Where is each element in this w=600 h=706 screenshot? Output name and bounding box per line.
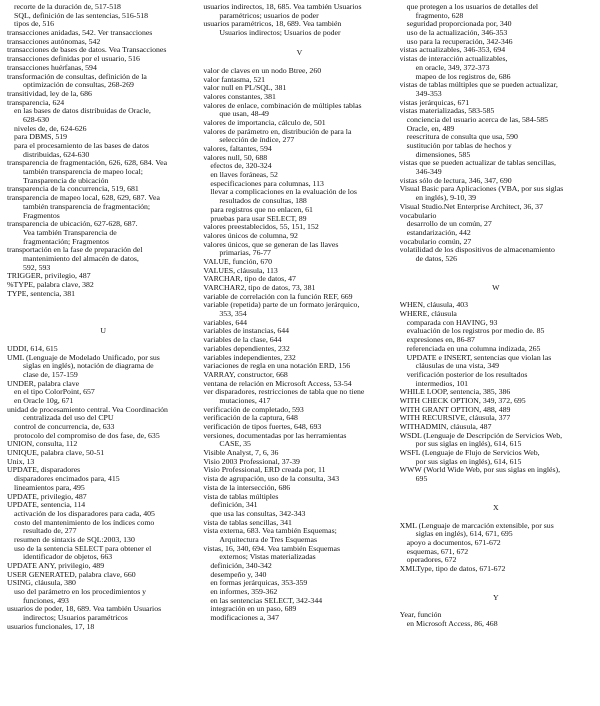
index-entry: UPDATE, sentencia, 114 bbox=[7, 501, 86, 510]
index-subentry: para el procesamiento de las bases de datos bbox=[14, 142, 149, 150]
index-subentry: en Oracle 10g, 671 bbox=[14, 396, 74, 405]
index-entry: vistas, 16, 340, 694. Vea también Esquemas bbox=[203, 544, 341, 553]
index-entry: ver disparadores, restricciones de tabla que no tiene bbox=[203, 388, 365, 397]
index-subentry: en Microsoft Access, 86, 468 bbox=[406, 620, 498, 629]
index-entry: vistas de interacción actualizables, bbox=[399, 55, 508, 64]
index-subentry: expresiones en, 86-87 bbox=[406, 336, 475, 345]
index-subentry: 628-630 bbox=[23, 115, 49, 124]
index-subentry: estandarización, 442 bbox=[406, 228, 471, 237]
index-subentry: comparada con HAVING, 93 bbox=[406, 318, 498, 327]
index-entry: variables independientes, 232 bbox=[203, 353, 296, 362]
index-subentry: 592, 593 bbox=[23, 263, 51, 272]
index-entry: %TYPE, palabra clave, 382 bbox=[7, 281, 94, 289]
index-subentry: centralizada del uso del CPU bbox=[23, 414, 114, 423]
index-entry: transparencia de mapeo local, 628, 629, 687. Vea bbox=[7, 194, 160, 203]
section-letter-heading: U bbox=[100, 326, 106, 336]
index-entry: transportación en la fase de preparación del bbox=[7, 246, 143, 255]
index-subentry: disparadores encimados para, 415 bbox=[14, 475, 120, 484]
index-subentry: referenciada en una columna indizada, 265 bbox=[406, 344, 541, 353]
index-entry: valor de claves en un nodo Btree, 260 bbox=[203, 66, 322, 75]
index-entry: valores constantes, 381 bbox=[203, 92, 276, 101]
index-entry: vistas que se pueden actualizar de tablas sencillas, bbox=[399, 159, 556, 168]
index-subentry: en formas jerárquicas, 353-359 bbox=[210, 579, 308, 588]
index-subentry: recorte de la duración de, 517-518 bbox=[14, 3, 121, 11]
index-entry: vistas materializadas, 583-585 bbox=[399, 107, 495, 116]
index-entry: XMLType, tipo de datos, 671-672 bbox=[399, 565, 506, 573]
spacer bbox=[400, 493, 592, 502]
spacer bbox=[7, 307, 199, 316]
index-entry: UPDATE ANY, privilegio, 489 bbox=[7, 562, 105, 570]
section-letter-heading: X bbox=[493, 503, 499, 513]
index-subentry: reescritura de consulta que usa, 590 bbox=[406, 133, 518, 142]
index-subentry: siglas en inglés), 614, 671, 695 bbox=[415, 530, 513, 539]
spacer bbox=[400, 574, 592, 583]
index-subentry: UPDATE e INSERT, sentencias que violan las bbox=[406, 353, 552, 362]
index-entry: transparencia de la concurrencia, 519, 681 bbox=[7, 185, 139, 194]
index-subentry: integración en un paso, 689 bbox=[210, 605, 297, 614]
index-subentry: en oracle, 349, 372-373 bbox=[415, 63, 490, 72]
index-entry: variable (repetida) parte de un formato jerárquico, bbox=[203, 301, 360, 310]
index-subentry: externos; Vistas materializadas bbox=[219, 553, 316, 562]
index-entry: UNION, consulta, 112 bbox=[7, 440, 78, 449]
index-entry: WSFL (Lenguaje de Flujo de Servicios Web, bbox=[399, 449, 540, 458]
index-entry: VALUES, cláusula, 113 bbox=[203, 266, 278, 275]
index-subentry: también transparencia de mapeo local; bbox=[23, 168, 143, 177]
index-entry: VARCHAR2, tipo de datos, 73, 381 bbox=[203, 284, 316, 292]
index-entry: valor fantasma, 521 bbox=[203, 75, 266, 84]
index-column-2 bbox=[203, 3, 399, 706]
index-subentry: por sus siglas en inglés), 614, 615 bbox=[415, 457, 522, 466]
index-subentry: por sus siglas en inglés), 614, 615 bbox=[415, 440, 522, 449]
spacer bbox=[203, 58, 395, 67]
index-entry: WITHADMIN, cláusula, 487 bbox=[399, 423, 492, 431]
index-entry: valores únicos, que se generan de las llaves bbox=[203, 240, 339, 249]
index-entry: Unix, 13 bbox=[7, 457, 35, 466]
index-entry: WWW (World Wide Web, por sus siglas en inglés), bbox=[399, 466, 561, 475]
index-subentry: seguridad proporcionada por, 340 bbox=[406, 20, 512, 29]
index-entry: transitividad, ley de la, 686 bbox=[7, 89, 92, 98]
index-entry: TRIGGER, privilegio, 487 bbox=[7, 272, 91, 281]
index-entry: usuarios paramétricos, 18, 689. Vea también bbox=[203, 20, 342, 29]
index-subentry: SQL, definición de las sentencias, 516-518 bbox=[14, 11, 149, 20]
index-subentry: fragmento, 628 bbox=[415, 11, 464, 20]
index-entry: valores de enlace, combinación de múltiples tablas bbox=[203, 101, 362, 110]
index-entry: Year, función bbox=[399, 611, 442, 620]
index-subentry: Transparencia de ubicación bbox=[23, 176, 109, 185]
index-entry: transacciones anidadas, 542. Ver transacciones bbox=[7, 29, 153, 38]
index-entry: VARCHAR, tipo de datos, 47 bbox=[203, 275, 296, 284]
index-subentry: definición, 341 bbox=[210, 501, 258, 510]
index-entry: Visible Analyst, 7, 6, 36 bbox=[203, 449, 279, 458]
spacer bbox=[400, 264, 592, 273]
index-subentry: para registros que no enlacen, 61 bbox=[210, 205, 313, 214]
index-subentry: costo del mantenimiento de los índices como bbox=[14, 518, 155, 527]
index-entry: vista de la intersección, 686 bbox=[203, 483, 291, 492]
index-subentry: funciones, 493 bbox=[23, 596, 69, 605]
index-subentry: conciencia del usuario acerca de las, 584-585 bbox=[406, 115, 549, 124]
index-subentry: lineamientos para, 495 bbox=[14, 483, 85, 492]
index-subentry: que protegen a los usuarios de detalles del bbox=[406, 3, 539, 11]
index-subentry: mapeo de los registros de, 686 bbox=[415, 72, 511, 81]
index-entry: valores únicos de columna, 92 bbox=[203, 231, 298, 240]
index-entry: UNDER, palabra clave bbox=[7, 379, 80, 388]
index-entry: Visual Studio.Net Enterprise Architect, 36, 37 bbox=[399, 202, 543, 211]
section-letter-heading: W bbox=[492, 283, 500, 292]
index-subentry: 346-349 bbox=[415, 168, 442, 177]
index-entry: UPDATE, disparadores bbox=[7, 466, 81, 475]
index-subentry: Arquitectura de Tres Esquemas bbox=[219, 535, 317, 544]
spacer bbox=[7, 336, 199, 345]
index-subentry: paramétricos; usuarios de poder bbox=[219, 11, 319, 20]
index-subentry: que usan, 48-49 bbox=[219, 110, 269, 119]
index-subentry: verificación posterior de los resultados bbox=[406, 370, 528, 379]
index-entry: WHILE LOOP, sentencia, 385, 386 bbox=[399, 388, 511, 397]
index-entry: Visio Professional, ERD creada por, 11 bbox=[203, 466, 326, 475]
index-subentry: resumen de sintaxis de SQL:2003, 130 bbox=[14, 535, 135, 544]
index-entry: valores, faltantes, 594 bbox=[203, 145, 272, 153]
index-entry: VALUE, función, 670 bbox=[203, 257, 273, 266]
index-subentry: protocolo del compromiso de dos fase, de, 635 bbox=[14, 431, 160, 440]
index-subentry: dimensiones, 585 bbox=[415, 150, 471, 159]
index-subentry: para DBMS, 519 bbox=[14, 133, 68, 142]
index-subentry: modificaciones a, 347 bbox=[210, 614, 279, 623]
index-subentry: Usuarios indirectos; Usuarios de poder bbox=[219, 29, 341, 38]
index-entry: volatilidad de los dispositivos de almacenamiento bbox=[399, 246, 555, 255]
index-subentry: tipos de, 516 bbox=[14, 20, 55, 29]
index-subentry: Oracle, en, 489 bbox=[406, 124, 455, 133]
spacer bbox=[400, 293, 592, 302]
index-subentry: uso de la sentencia SELECT para obtener el bbox=[14, 544, 152, 553]
index-subentry: cláusulas de una vista, 349 bbox=[415, 362, 500, 371]
index-subentry: control de concurrencia, de, 633 bbox=[14, 423, 115, 431]
index-entry: variables dependientes, 232 bbox=[203, 344, 290, 353]
index-subentry: en llaves foráneas, 52 bbox=[210, 171, 278, 180]
index-entry: vocabulario bbox=[399, 211, 437, 220]
spacer bbox=[7, 316, 199, 325]
index-subentry: de datos, 526 bbox=[415, 254, 458, 263]
index-subentry: que usa las consultas, 342-343 bbox=[210, 509, 306, 518]
index-entry: VARRAY, constructor, 668 bbox=[203, 370, 288, 379]
index-subentry: efectos de, 320-324 bbox=[210, 162, 272, 171]
index-entry: Visual Basic para Aplicaciones (VBA, por sus siglas bbox=[399, 185, 564, 194]
index-entry: variables de instancias, 644 bbox=[203, 327, 290, 336]
index-subentry: esquemas, 671, 672 bbox=[406, 547, 469, 556]
index-entry: valores preestablecidos, 55, 151, 152 bbox=[203, 223, 319, 232]
index-entry: variable de correlación con la función REF, 669 bbox=[203, 292, 353, 301]
index-subentry: 353, 354 bbox=[219, 310, 247, 319]
index-entry: USER GENERATED, palabra clave, 660 bbox=[7, 570, 136, 579]
index-subentry: pruebas para usar SELECT, 89 bbox=[210, 214, 307, 223]
index-entry: UPDATE, privilegio, 487 bbox=[7, 492, 87, 501]
index-entry: vista externa, 683. Vea también Esquemas; bbox=[203, 527, 337, 536]
spacer bbox=[400, 603, 592, 612]
index-entry: usuarios indirectos, 18, 685. Vea también Usuarios bbox=[203, 3, 362, 11]
index-entry: usuarios de poder, 18, 689. Vea también Usuarios bbox=[7, 605, 162, 614]
index-subentry: apoyo a documentos, 671-672 bbox=[406, 538, 501, 547]
spacer bbox=[400, 582, 592, 591]
index-entry: WITH CHECK OPTION, 349, 372, 695 bbox=[399, 396, 526, 405]
index-subentry: llevar a complicaciones en la evaluación de los bbox=[210, 188, 357, 197]
index-entry: verificación de tipos fuertes, 648, 693 bbox=[203, 423, 322, 431]
index-entry: TYPE, sentencia, 381 bbox=[7, 289, 75, 298]
index-entry: UDDI, 614, 615 bbox=[7, 344, 58, 353]
index-entry: WSDL (Lenguaje de Descripción de Servicios Web, bbox=[399, 431, 563, 440]
spacer bbox=[400, 484, 592, 493]
index-subentry: resultado de, 277 bbox=[23, 527, 77, 536]
spacer bbox=[400, 513, 592, 522]
index-subentry: desarrollo de un común, 27 bbox=[406, 220, 492, 229]
index-entry: versiones, documentadas por las herramientas bbox=[203, 431, 347, 440]
index-entry: ventana de relación en Microsoft Access, 53-54 bbox=[203, 379, 352, 388]
index-entry: transparencia de fragmentación, 626, 628, 684. Vea bbox=[7, 159, 168, 168]
index-subentry: intermedios, 101 bbox=[415, 379, 469, 388]
section-letter-heading: Y bbox=[493, 593, 499, 603]
index-entry: usuarios funcionales, 17, 18 bbox=[7, 622, 95, 631]
index-column-3 bbox=[400, 3, 592, 706]
index-subentry: Vea también Transparencia de bbox=[23, 228, 117, 237]
index-subentry: 695 bbox=[415, 475, 428, 484]
index-entry: transparencia de ubicación, 627-628, 687. bbox=[7, 220, 138, 229]
index-subentry: primarias, 76-77 bbox=[219, 249, 271, 258]
index-entry: verificación de completado, 593 bbox=[203, 405, 304, 414]
index-entry: WHEN, cláusula, 403 bbox=[399, 301, 469, 310]
index-entry: vista de agrupación, uso de la consulta, 343 bbox=[203, 475, 340, 484]
index-subentry: evaluación de los registros por medio de. 85 bbox=[406, 327, 545, 336]
spacer bbox=[400, 272, 592, 281]
index-subentry: especificaciones para columnas, 113 bbox=[210, 179, 324, 188]
section-letter-heading: V bbox=[296, 48, 303, 58]
index-entry: vistas sólo de lectura, 346, 347, 690 bbox=[399, 176, 512, 185]
index-subentry: uso para la recuperación, 342-346 bbox=[406, 37, 513, 46]
index-entry: valores de parámetro en, distribución de para la bbox=[203, 127, 352, 136]
index-entry: vista de tablas sencillas, 341 bbox=[203, 518, 292, 527]
index-entry: vistas de tablas múltiples que se pueden actualizar, bbox=[399, 81, 558, 90]
index-subentry: mantenimiento del almacén de datos, bbox=[23, 254, 139, 263]
index-subentry: Fragmentos bbox=[23, 211, 60, 220]
index-subentry: operadores, 672 bbox=[406, 556, 457, 565]
index-entry: vocabulario común, 27 bbox=[399, 237, 472, 246]
index-subentry: optimización de consultas, 268-269 bbox=[23, 81, 134, 90]
index-entry: UNIQUE, palabra clave, 50-51 bbox=[7, 449, 105, 458]
index-subentry: niveles de, de, 624-626 bbox=[14, 124, 87, 133]
index-subentry: en las bases de datos distribuidas de Oracle, bbox=[14, 107, 151, 116]
index-subentry: 349-353 bbox=[415, 89, 442, 98]
index-subentry: selección de índice, 277 bbox=[219, 136, 295, 145]
index-entry: transacciones autónomas, 542 bbox=[7, 37, 101, 46]
spacer bbox=[7, 298, 199, 307]
index-entry: vistas actualizables, 346-353, 694 bbox=[399, 46, 506, 55]
index-entry: vistas jerárquicas, 671 bbox=[399, 98, 470, 107]
index-subentry: identificador de objetos, 663 bbox=[23, 553, 113, 562]
index-subentry: desempeño y, 340 bbox=[210, 570, 267, 579]
index-subentry: sustitución por tablas de hechos y bbox=[406, 142, 512, 150]
index-subentry: en informes, 359-362 bbox=[210, 588, 278, 597]
index-entry: Visio 2003 Professional, 37-39 bbox=[203, 457, 300, 466]
index-subentry: activación de los disparadores para cada, 405 bbox=[14, 509, 155, 518]
index-subentry: uso del parámetro en los procedimientos y bbox=[14, 588, 147, 597]
index-subentry: resultados de consultas, 188 bbox=[219, 197, 307, 206]
index-entry: verificación de la captura, 648 bbox=[203, 414, 298, 423]
index-entry: XML (Lenguaje de marcación extensible, por sus bbox=[399, 521, 554, 530]
index-entry: variaciones de regla en una notación ERD, 156 bbox=[203, 362, 351, 371]
index-entry: valores de importancia, cálculo de, 501 bbox=[203, 118, 326, 127]
index-entry: transformación de consultas, definición de la bbox=[7, 72, 147, 81]
index-entry: transacciones definidas por el usuario, 516 bbox=[7, 55, 140, 64]
index-entry: WITH GRANT OPTION, 488, 489 bbox=[399, 405, 511, 414]
index-subentry: en el tipo ColorPoint, 657 bbox=[14, 388, 95, 397]
index-entry: WHERE, cláusula bbox=[399, 310, 457, 319]
index-entry: transparencia, 624 bbox=[7, 98, 65, 107]
index-subentry: CASE, 35 bbox=[219, 440, 251, 449]
index-subentry: siglas en inglés), notación de diagrama de bbox=[23, 362, 154, 371]
index-subentry: en inglés), 9-10, 39 bbox=[415, 194, 477, 203]
index-entry: UML (Lenguaje de Modelado Unificado, por sus bbox=[7, 353, 160, 362]
index-entry: transacciones de bases de datos. Vea Transacciones bbox=[7, 46, 167, 55]
index-entry: transacciones huérfanas, 594 bbox=[7, 63, 97, 72]
index-entry: WITH RECURSIVE, cláusula, 377 bbox=[399, 414, 511, 423]
index-subentry: uso de la actualización, 346-353 bbox=[406, 29, 508, 38]
index-column-1 bbox=[7, 3, 203, 706]
index-subentry: definición, 340-342 bbox=[210, 562, 272, 570]
spacer bbox=[203, 38, 395, 47]
index-entry: unidad de procesamiento central. Vea Coordinación bbox=[7, 405, 168, 414]
index-subentry: fragmentación; Fragmentos bbox=[23, 237, 109, 246]
index-subentry: clase de, 157-159 bbox=[23, 370, 78, 379]
index-subentry: distribuidas, 624-630 bbox=[23, 150, 90, 159]
index-entry: variables de la clase, 644 bbox=[203, 336, 282, 345]
index-entry: vista de tablas múltiples bbox=[203, 492, 279, 501]
index-entry: valor null en PL/SQL, 381 bbox=[203, 84, 287, 93]
index-subentry: también transparencia de fragmentación; bbox=[23, 202, 151, 211]
index-entry: valores null, 50, 688 bbox=[203, 153, 268, 162]
index-subentry: indirectos; Usuarios paramétricos bbox=[23, 614, 128, 623]
index-entry: variables, 644 bbox=[203, 318, 248, 327]
index-entry: USING, cláusula, 380 bbox=[7, 579, 76, 588]
index-subentry: en las sentencias SELECT, 342-344 bbox=[210, 596, 323, 605]
index-subentry: mutaciones, 417 bbox=[219, 396, 271, 405]
